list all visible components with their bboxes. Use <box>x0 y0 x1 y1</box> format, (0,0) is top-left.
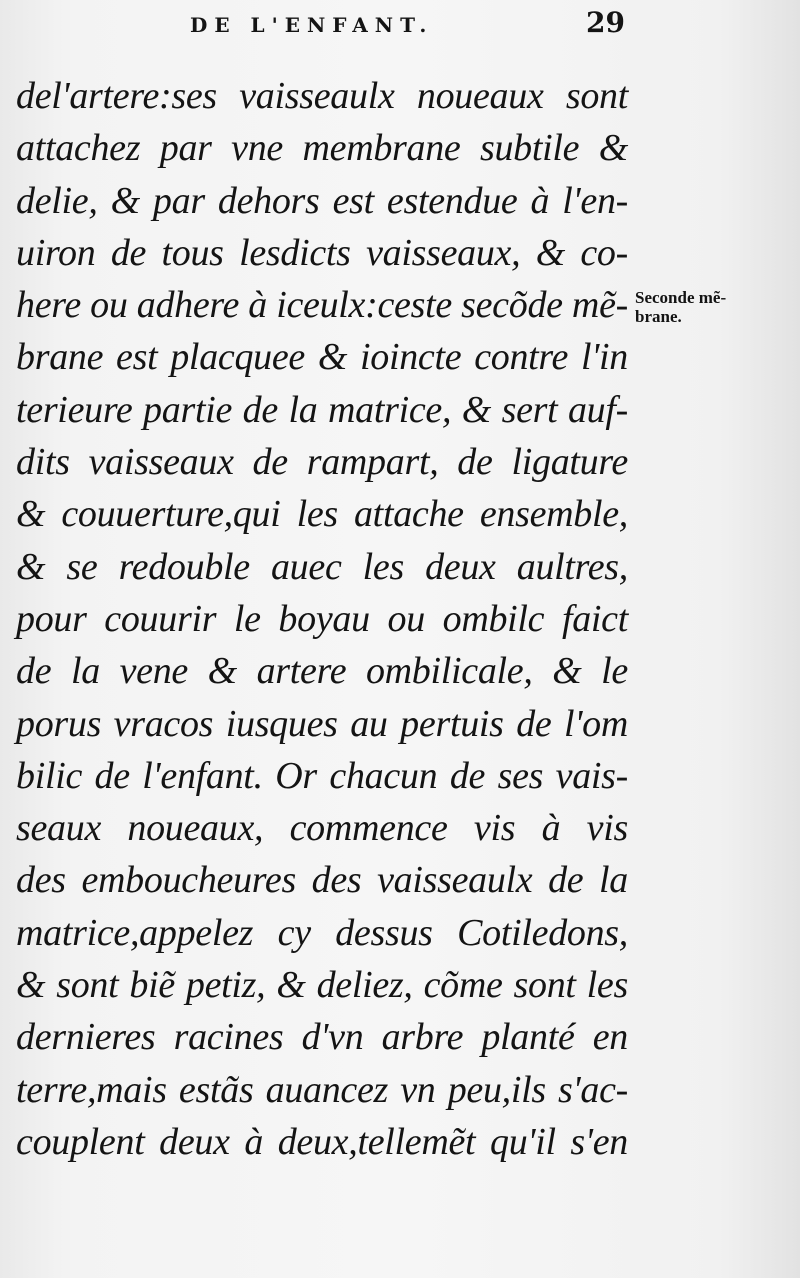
text-line: dits vaisseaux de rampart, de ligature <box>16 441 628 484</box>
text-line: & se redouble auec les deux aultres, <box>16 545 628 588</box>
text-line: porus vracos iusques au pertuis de l'om <box>16 702 628 745</box>
text-line: here ou adhere à iceulx:ceste secõde mẽ- <box>16 284 628 327</box>
text-line: matrice,appelez cy dessus Cotiledons, <box>16 911 628 954</box>
page-number: 29 <box>586 6 625 39</box>
text-line: pour couurir le boyau ou ombilc faict <box>16 597 628 640</box>
text-line: brane est placquee & ioincte contre l'in <box>16 336 628 379</box>
text-line: terre,mais estãs auancez vn peu,ils s'ac- <box>16 1068 628 1111</box>
running-title: DE L'ENFANT. <box>190 13 434 37</box>
text-line: de la vene & artere ombilicale, & le <box>16 650 628 693</box>
marginal-note-line: brane. <box>635 307 682 326</box>
text-line: & sont biẽ petiz, & deliez, cõme sont les <box>16 964 628 1007</box>
text-line: seaux noueaux, commence vis à vis <box>16 807 628 850</box>
text-line: bilic de l'enfant. Or chacun de ses vais- <box>16 754 628 797</box>
text-line: couplent deux à deux,tellemẽt qu'il s'en <box>16 1120 628 1163</box>
text-line: des emboucheures des vaisseaulx de la <box>16 859 628 902</box>
text-line: uiron de tous lesdicts vaisseaux, & co- <box>16 231 628 274</box>
text-line: delie, & par dehors est estendue à l'en- <box>16 179 628 222</box>
text-line: terieure partie de la matrice, & sert auf- <box>16 388 628 431</box>
marginal-note-line: Seconde mẽ- <box>635 288 727 307</box>
text-line: del'artere:ses vaisseaulx noueaux sont <box>16 75 628 117</box>
text-line: attachez par vne membrane subtile & <box>16 127 628 170</box>
text-line: & couuerture,qui les attache ensemble, <box>16 493 628 536</box>
marginal-note <box>635 288 795 326</box>
body-text <box>16 70 628 1168</box>
text-line: dernieres racines d'vn arbre planté en <box>16 1016 628 1059</box>
